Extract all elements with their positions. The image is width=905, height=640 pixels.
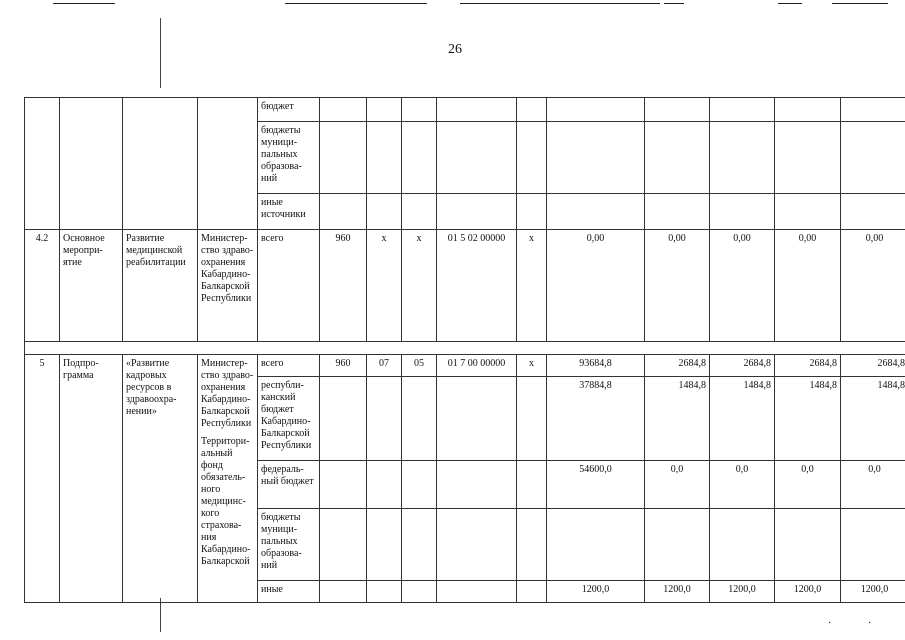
cell-empty bbox=[60, 98, 123, 230]
grbs-code: 960 bbox=[320, 355, 367, 377]
funding-source: федераль-ный бюджет bbox=[258, 461, 320, 509]
grbs-code: 960 bbox=[320, 230, 367, 342]
value-year: 1484,8 bbox=[710, 377, 775, 461]
value-total: 37884,8 bbox=[547, 377, 645, 461]
scan-mark: · bbox=[828, 618, 832, 629]
row-executor: Министер-ство здраво-охранения Кабардино-Балкарской Республики bbox=[198, 230, 258, 342]
rz-code: х bbox=[367, 230, 402, 342]
row-executor bbox=[198, 355, 258, 603]
section-gap bbox=[25, 342, 905, 355]
funding-source: республи-канский бюджет Кабардино-Балкарской Республики bbox=[258, 377, 320, 461]
value-year: 0,0 bbox=[645, 461, 710, 509]
value-year: 0,00 bbox=[710, 230, 775, 342]
value-year: 0,0 bbox=[841, 461, 905, 509]
funding-source: всего bbox=[258, 230, 320, 342]
value-year: 0,0 bbox=[775, 461, 841, 509]
funding-source: иные bbox=[258, 581, 320, 603]
row-name: «Развитие кадровых ресурсов в здравоохра-нении» bbox=[123, 355, 198, 603]
value-total: 54600,0 bbox=[547, 461, 645, 509]
vr-code: х bbox=[517, 355, 547, 377]
cell-empty bbox=[25, 98, 60, 230]
value-total: 0,00 bbox=[547, 230, 645, 342]
header-rule bbox=[664, 3, 684, 4]
header-rule bbox=[460, 3, 660, 4]
value-year: 1484,8 bbox=[775, 377, 841, 461]
funding-source: бюджеты муници-пальных образова-ний bbox=[258, 509, 320, 581]
value-year: 1200,0 bbox=[775, 581, 841, 603]
pr-code: х bbox=[402, 230, 437, 342]
csr-code: 01 7 00 00000 bbox=[437, 355, 517, 377]
value-year: 2684,8 bbox=[710, 355, 775, 377]
executor-ministry: Министер-ство здраво-охранения Кабардино-Балкарской Республики bbox=[201, 358, 254, 429]
row-number: 5 bbox=[25, 355, 60, 603]
row-name: Развитие медицинской реабилитации bbox=[123, 230, 198, 342]
value-year: 1484,8 bbox=[841, 377, 905, 461]
value-year: 2684,8 bbox=[775, 355, 841, 377]
funding-source: иные источники bbox=[258, 194, 320, 230]
value-year: 0,00 bbox=[775, 230, 841, 342]
row-status: Основное меропри-ятие bbox=[60, 230, 123, 342]
cell-empty bbox=[123, 98, 198, 230]
value-total: 1200,0 bbox=[547, 581, 645, 603]
scan-mark: · bbox=[868, 618, 872, 629]
cell-empty bbox=[198, 98, 258, 230]
vr-code: х bbox=[517, 230, 547, 342]
program-table bbox=[24, 97, 905, 603]
value-year: 2684,8 bbox=[841, 355, 905, 377]
csr-code: 01 5 02 00000 bbox=[437, 230, 517, 342]
value-total: 93684,8 bbox=[547, 355, 645, 377]
table-row bbox=[25, 98, 905, 122]
page-number: 26 bbox=[448, 42, 462, 57]
value-year: 1200,0 bbox=[710, 581, 775, 603]
header-rule bbox=[832, 3, 888, 4]
rz-code: 07 bbox=[367, 355, 402, 377]
row-number: 4.2 bbox=[25, 230, 60, 342]
table-row bbox=[25, 230, 905, 342]
row-status: Подпро-грамма bbox=[60, 355, 123, 603]
value-year: 1200,0 bbox=[841, 581, 905, 603]
table-row bbox=[25, 355, 905, 377]
executor-fund: Территори-альный фонд обязатель-ного медицинс-кого страхова-ния Кабардино-Балкарской bbox=[201, 436, 251, 567]
funding-source: бюджеты муници-пальных образова-ний bbox=[258, 122, 320, 194]
value-year: 0,0 bbox=[710, 461, 775, 509]
header-rule bbox=[778, 3, 802, 4]
binding-line bbox=[160, 598, 161, 632]
funding-source: всего bbox=[258, 355, 320, 377]
header-rule bbox=[53, 3, 115, 4]
value-year: 1200,0 bbox=[645, 581, 710, 603]
funding-source: бюджет bbox=[258, 98, 320, 122]
pr-code: 05 bbox=[402, 355, 437, 377]
binding-line bbox=[160, 18, 161, 88]
value-year: 0,00 bbox=[841, 230, 905, 342]
value-year: 0,00 bbox=[645, 230, 710, 342]
value-year: 2684,8 bbox=[645, 355, 710, 377]
value-year: 1484,8 bbox=[645, 377, 710, 461]
header-rule bbox=[285, 3, 427, 4]
